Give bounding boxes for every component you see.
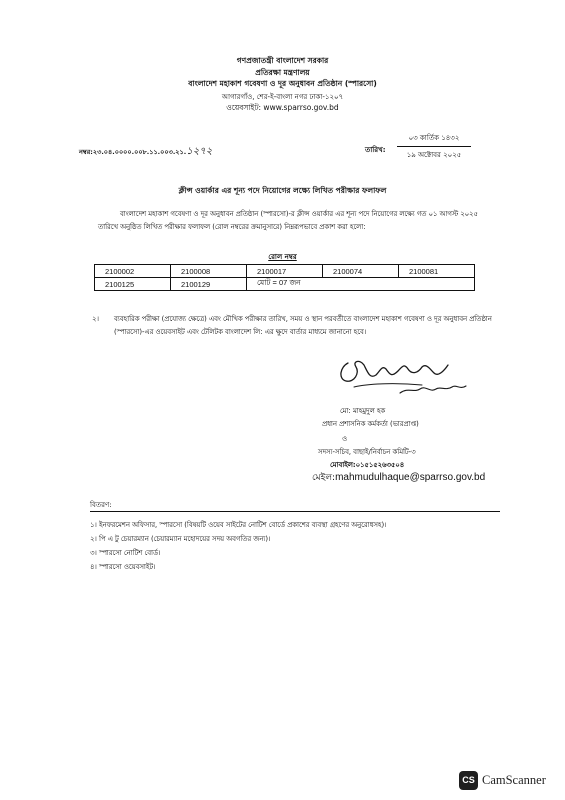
roll-cell: 2100008 xyxy=(171,265,247,278)
header-ministry: প্রতিরক্ষা মন্ত্রণালয় xyxy=(255,68,310,77)
distribution-divider xyxy=(90,511,500,512)
signatory-role: সদস্য-সচিব, বাছাই/নির্বাচন কমিটি-৩ xyxy=(318,448,416,456)
paragraph-2: ব্যবহারিক পরীক্ষা (প্রযোজ্য ক্ষেত্রে) এবং মৌখিক পরীক্ষার তারিখ, সময় ও স্থান পরবর্তীতে বাংলাদেশ মহাকাশ গবেষণা ও দূর অনুধাবন প্রতিষ্ঠান (স্পারসো)-এর ওয়েবসাইট এবং টেলিটক বাংলাদেশ লি: এর ক্ষুদে বার্তার মাধ্যমে জানানো হবে। xyxy=(114,315,492,336)
subject-title: ক্লীন্স ওয়ার্কার এর শূন্য পদে নিয়োগের লক্ষ্যে লিখিত পরীক্ষার ফলাফল xyxy=(178,186,387,195)
email-label: মেইল: xyxy=(312,473,336,483)
list-item: ৪। স্পারসো ওয়েবসাইট। xyxy=(90,563,156,571)
email-address: mahmudulhaque@sparrso.gov.bd xyxy=(335,472,486,483)
handwritten-signature xyxy=(330,353,480,397)
memo-number-label: নম্বর:২৩.০৪.০০০০.০০৮.১১.০০৩.২১. xyxy=(79,148,187,156)
date-bangla: ০৩ কার্তিক ১৪৩২ xyxy=(397,132,471,147)
camscanner-watermark xyxy=(459,769,546,791)
header-website: ওয়েবসাইট: www.sparrso.gov.bd xyxy=(226,103,339,112)
signatory-and: ও xyxy=(342,435,348,443)
roll-cell: 2100081 xyxy=(399,265,475,278)
date-label: তারিখ: xyxy=(365,146,386,154)
date-english: ১৯ অক্টোবর ২০২৫ xyxy=(406,151,462,159)
roll-cell: 2100074 xyxy=(323,265,399,278)
camscanner-text: CamScanner xyxy=(482,772,546,787)
header-organization: বাংলাদেশ মহাকাশ গবেষণা ও দূর অনুধাবন প্রতিষ্ঠান (স্পারসো) xyxy=(188,79,377,88)
roll-total: মোট = 07 জন xyxy=(247,278,475,291)
roll-cell: 2100017 xyxy=(247,265,323,278)
table-row xyxy=(95,265,475,278)
header-address: আগারগাঁও, শের-ই-বাংলা নগর ঢাকা-১২০৭ xyxy=(221,93,344,101)
signatory-name: মো: মাহমুদুল হক xyxy=(340,407,386,415)
date-box xyxy=(397,132,471,161)
roll-heading xyxy=(0,251,565,263)
list-item: ৩। স্পারসো নোটিশ বোর্ড। xyxy=(90,549,161,557)
roll-heading-text: রোল নম্বর xyxy=(268,253,297,261)
memo-number xyxy=(79,144,212,161)
camscanner-icon: CS xyxy=(459,771,478,790)
roll-cell: 2100125 xyxy=(95,278,171,291)
signatory-phone: মোবাইল:০১৫১৫২৬৩৫০৪ xyxy=(330,461,405,469)
signatory-email xyxy=(312,470,485,485)
roll-table xyxy=(94,264,475,291)
list-item: ১। ইনফরমেশন অফিসার, স্পারসো (বিষয়টি ওয়েব সাইটের নোটিশ বোর্ডে প্রকাশের ব্যবস্থা গ্রহণের অনুরোধসহ)। xyxy=(90,521,387,529)
roll-cell: 2100129 xyxy=(171,278,247,291)
header-government: গণপ্রজাতন্ত্রী বাংলাদেশ সরকার xyxy=(236,56,329,65)
table-row xyxy=(95,278,475,291)
list-item: ২। পি এ টু চেয়ারম্যান (চেয়ারম্যান মহোদয়ের সদয় অবগতির জন্য)। xyxy=(90,535,271,543)
distribution-heading: বিতরণ: xyxy=(90,501,112,509)
roll-cell: 2100002 xyxy=(95,265,171,278)
paragraph-1: বাংলাদেশ মহাকাশ গবেষণা ও দূর অনুধাবন প্রতিষ্ঠান (স্পারসো)-র ক্লীন্স ওয়ার্কার এর শূন্য পদে নিয়োগের লক্ষ্যে গত ০১ আগস্ট ২০২৫ তারিখে অনুষ্ঠিত লিখিত পরীক্ষার ফলাফল (রোল নম্বরের ক্রমানুসারে) নিম্নরূপভাবে প্রকাশ করা হলো: xyxy=(98,210,478,231)
signatory-designation: প্রধান প্রশাসনিক কর্মকর্তা (ভারপ্রাপ্ত) xyxy=(322,420,419,428)
memo-number-handwritten: ১২৭২ xyxy=(186,146,213,157)
paragraph-2-number: ২। xyxy=(92,315,100,323)
